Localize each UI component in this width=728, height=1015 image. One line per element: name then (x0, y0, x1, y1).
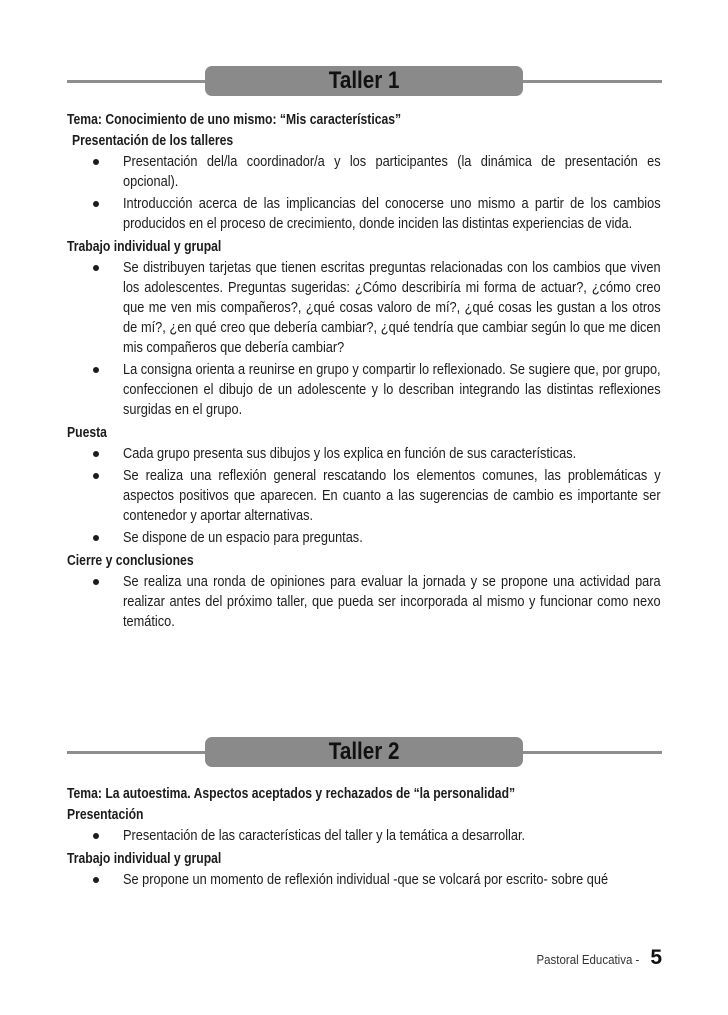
list-item: Presentación del/la coordinador/a y los participantes (la dinámica de presentación es opcional). (67, 152, 661, 192)
list-item: Introducción acerca de las implicancias del conocerse uno mismo a partir de los cambios producidos en el proceso de crecimiento, donde inciden las distintas experiencias de vida. (67, 194, 661, 234)
bullet-icon (93, 265, 99, 271)
list-item: La consigna orienta a reunirse en grupo y compartir lo reflexionado. Se sugiere que, por grupo, confeccionen el dibujo de un adolescente y lo describan integrando las distintas reflexiones surgidas en el grupo. (67, 360, 661, 420)
workshop-2-title: Taller 2 (328, 738, 400, 765)
workshop-1-topic: Tema: Conocimiento de uno mismo: “Mis características” (67, 112, 402, 128)
list-item: Se distribuyen tarjetas que tienen escritas preguntas relacionadas con los cambios que viven los adolescentes. Preguntas sugeridas: ¿Cómo describiría mi forma de actuar?, ¿cómo creo que me ven mis compañeros?, ¿qué cosas valoro de mí?, ¿qué cosas les gustan a los otros de mí?, ¿en qué creo que debería cambiar?, ¿qué tendría que cambiar según lo que me dicen mis compañeros que debería cambiar? (67, 258, 661, 358)
workshop-2-topic: Tema: La autoestima. Aspectos aceptados y rechazados de “la personalidad” (67, 786, 516, 802)
list-item: Se realiza una ronda de opiniones para evaluar la jornada y se propone una actividad para realizar antes del próximo taller, que pueda ser incorporada al mismo y funcionar como nexo temático. (67, 572, 661, 632)
page-footer (532, 946, 662, 970)
bullet-icon (93, 367, 99, 373)
section-heading: Presentación (67, 807, 144, 823)
bullet-list (67, 870, 661, 890)
section-heading: Trabajo individual y grupal (67, 239, 222, 255)
section-heading: Puesta (67, 425, 107, 441)
bullet-list (67, 444, 661, 548)
footer-label: Pastoral Educativa - (536, 953, 640, 967)
banner-pill (205, 66, 523, 96)
bullet-list (67, 826, 661, 846)
bullet-icon (93, 579, 99, 585)
page-number: 5 (650, 946, 662, 969)
section-heading: Presentación de los talleres (72, 133, 234, 149)
bullet-list (67, 572, 661, 632)
bullet-icon (93, 473, 99, 479)
section-heading: Cierre y conclusiones (67, 553, 194, 569)
list-item: Se dispone de un espacio para preguntas. (67, 528, 661, 548)
workshop-1-title: Taller 1 (328, 67, 400, 94)
list-item: Presentación de las características del taller y la temática a desarrollar. (67, 826, 661, 846)
list-item: Se realiza una reflexión general rescatando los elementos comunes, las problemáticas y aspectos positivos que aparecen. En cuanto a las sugerencias de cambio es importante ser contenedor y aportar alternativas. (67, 466, 661, 526)
bullet-icon (93, 159, 99, 165)
bullet-list (67, 258, 661, 420)
bullet-icon (93, 877, 99, 883)
bullet-icon (93, 535, 99, 541)
bullet-icon (93, 833, 99, 839)
workshop-2-banner (67, 737, 662, 767)
list-item: Cada grupo presenta sus dibujos y los explica en función de sus características. (67, 444, 661, 464)
list-item: Se propone un momento de reflexión individual -que se volcará por escrito- sobre qué (67, 870, 661, 890)
section-heading: Trabajo individual y grupal (67, 851, 222, 867)
bullet-list (67, 152, 661, 234)
workshop-1-banner (67, 66, 662, 96)
workshop-1-content (67, 110, 661, 635)
bullet-icon (93, 451, 99, 457)
workshop-2-content (67, 784, 661, 893)
bullet-icon (93, 201, 99, 207)
banner-pill (205, 737, 523, 767)
